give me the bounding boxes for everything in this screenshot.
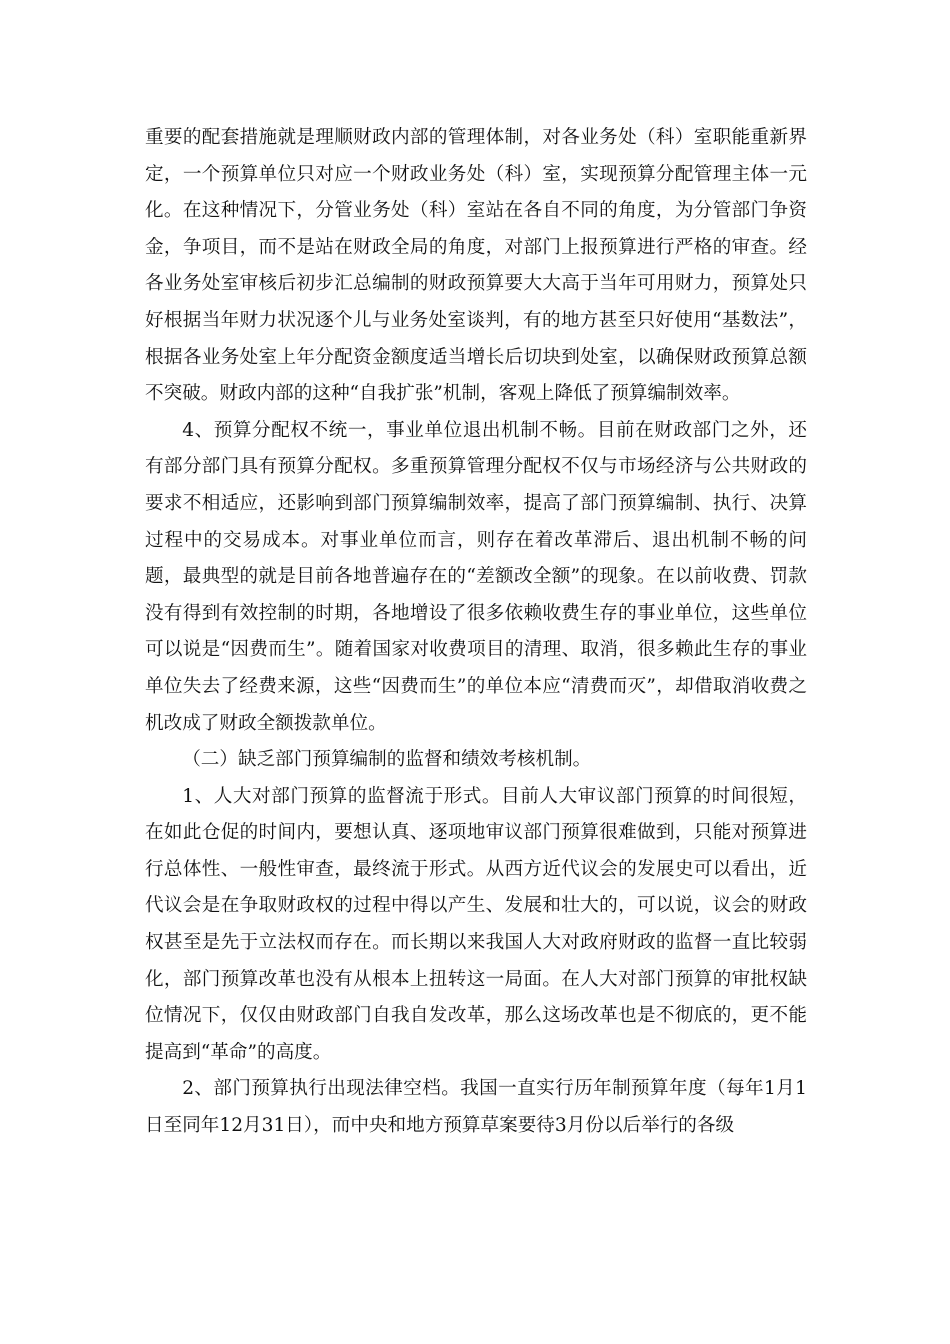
- paragraph-item-2: 2、部门预算执行出现法律空档。我国一直实行历年制预算年度（每年1月1日至同年12月31日），而中央和地方预算草案要待3月份以后举行的各级: [145, 1078, 807, 1137]
- paragraph-item-1: 1、人大对部门预算的监督流于形式。目前人大审议部门预算的时间很短，在如此仓促的时间内，要想认真、逐项地审议部门预算很难做到，只能对预算进行总体性、一般性审查，最终流于形式。从西方近代议会的发展史可以看出，近代议会是在争取财政权的过程中得以产生、发展和壮大的，可以说，议会的财政权甚至是先于立法权而存在。而长期以来我国人大对政府财政的监督一直比较弱化，部门预算改革也没有从根本上扭转这一局面。在人大对部门预算的审批权缺位情况下，仅仅由财政部门自我自发改革，那么这场改革也是不彻底的，更不能提高到“革命”的高度。: [145, 785, 807, 1063]
- section-heading: （二）缺乏部门预算编制的监督和绩效考核机制。: [182, 749, 592, 771]
- paragraph-item-4: 4、预算分配权不统一，事业单位退出机制不畅。目前在财政部门之外，还有部分部门具有预算分配权。多重预算管理分配权不仅与市场经济与公共财政的要求不相适应，还影响到部门预算编制效率，提高了部门预算编制、执行、决算过程中的交易成本。对事业单位而言，则存在着改革滞后、退出机制不畅的问题，最典型的就是目前各地普遍存在的“差额改全额”的现象。在以前收费、罚款没有得到有效控制的时期，各地增设了很多依赖收费生存的事业单位，这些单位可以说是“因费而生”。随着国家对收费项目的清理、取消，很多赖此生存的事业单位失去了经费来源，这些“因费而生”的单位本应“清费而灭”，却借取消收费之机改成了财政全额拨款单位。: [145, 419, 807, 734]
- paragraph-continuation: 重要的配套措施就是理顺财政内部的管理体制，对各业务处（科）室职能重新界定，一个预算单位只对应一个财政业务处（科）室，实现预算分配管理主体一元化。在这种情况下，分管业务处（科）室站在各自不同的角度，为分管部门争资金，争项目，而不是站在财政全局的角度，对部门上报预算进行严格的审查。经各业务处室审核后初步汇总编制的财政预算要大大高于当年可用财力，预算处只好根据当年财力状况逐个儿与业务处室谈判，有的地方甚至只好使用“基数法”，根据各业务处室上年分配资金额度适当增长后切块到处室，以确保财政预算总额不突破。财政内部的这种“自我扩张”机制，客观上降低了预算编制效率。: [145, 127, 807, 405]
- document-body: [145, 120, 807, 1145]
